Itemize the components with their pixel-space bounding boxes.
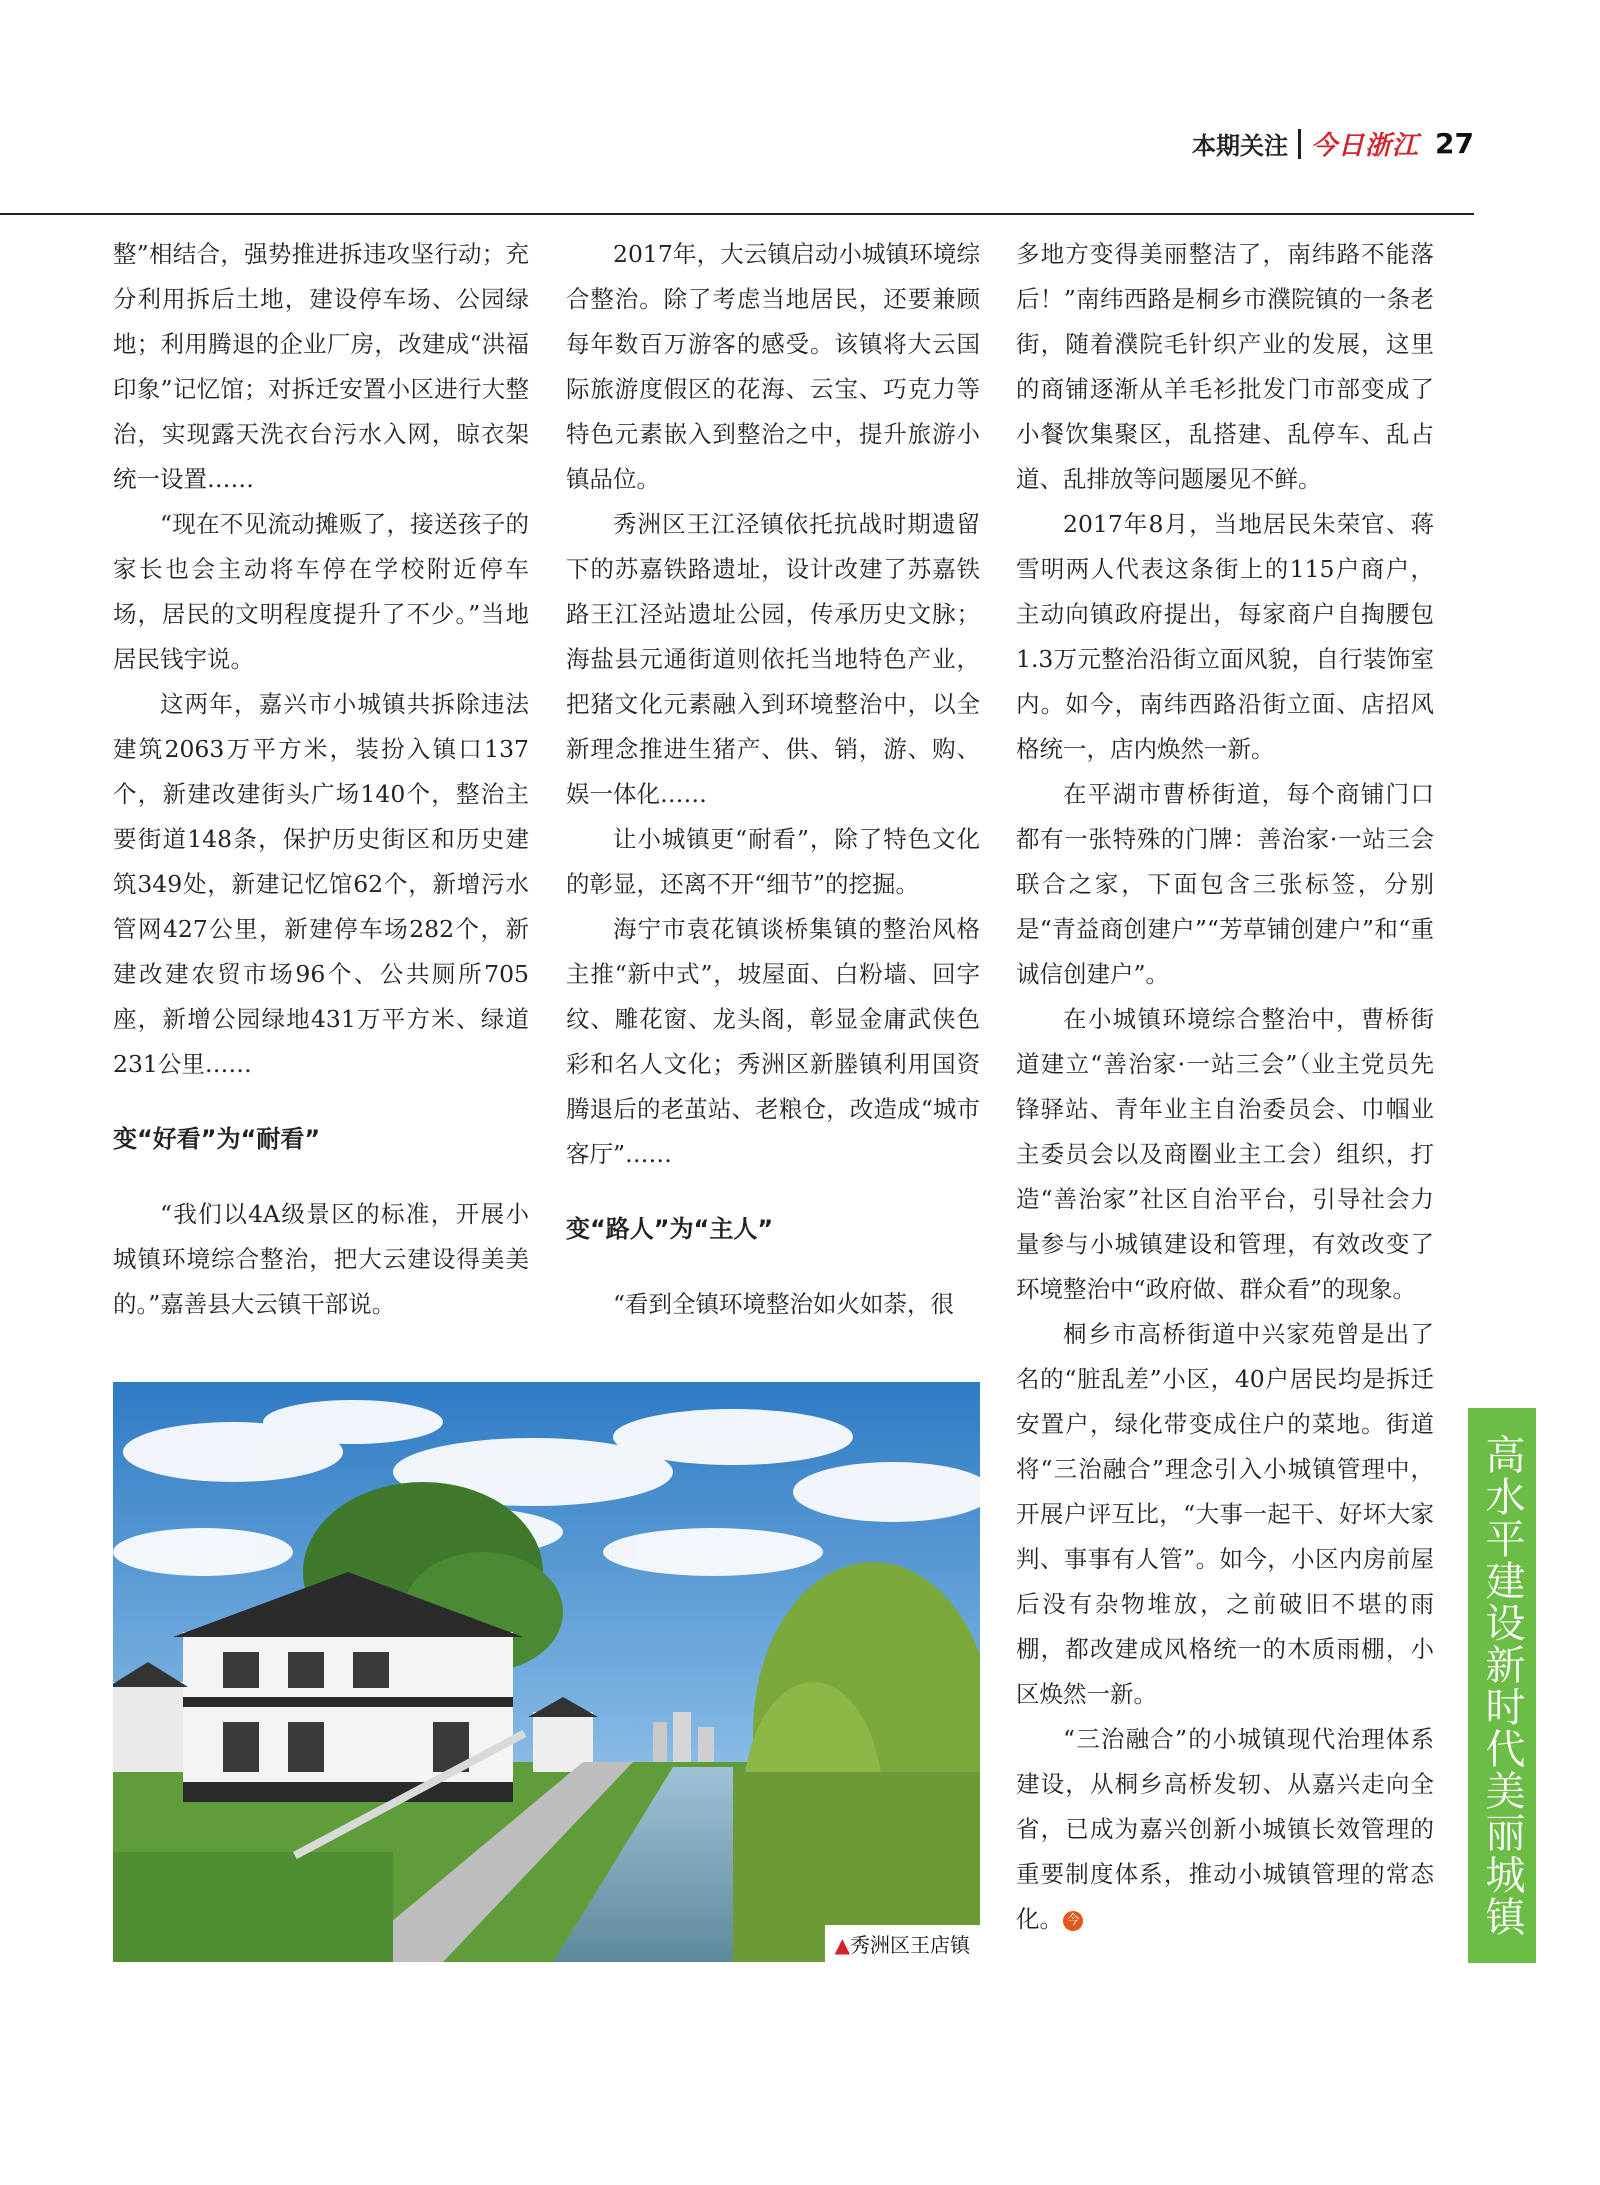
paragraph: 桐乡市高桥街道中兴家苑曾是出了名的“脏乱差”小区，40户居民均是拆迁安置户，绿化带变成住户的菜地。街道将“三治融合”理念引入小城镇管理中，开展户评互比，“大事一起干、好坏大家判、事事有人管”。如今，小区内房前屋后没有杂物堆放，之前破旧不堪的雨棚，都改建成风格统一的木质雨棚，小区焕然一新。 [1016,1320,1434,1708]
paragraph: 让小城镇更“耐看”，除了特色文化的彰显，还离不开“细节”的挖掘。 [566,825,980,898]
foreground-grass [113,1852,393,1962]
end-mark-icon: 今 [1063,1911,1083,1931]
paragraph: 在小城镇环境综合整治中，曹桥街道建立“善治家·一站三会”（业主党员先锋驿站、青年业主自治委员会、巾帼业主委员会以及商圈业主工会）组织，打造“善治家”社区自治平台，引导社会力量参与小城镇建设和管理，有效改变了环境整治中“政府做、群众看”的现象。 [1016,1005,1434,1303]
page-header [1192,125,1474,162]
paragraph: 整”相结合，强势推进拆违攻坚行动；充分利用拆后土地，建设停车场、公园绿地；利用腾退的企业厂房，改建成“洪福印象”记忆馆；对拆迁安置小区进行大整治，实现露天洗衣台污水入网，晾衣架统一设置…… [113,240,529,493]
paragraph: 这两年，嘉兴市小城镇共拆除违法建筑2063万平方米，装扮入镇口137个，新建改建街头广场140个，整治主要街道148条，保护历史街区和历史建筑349处，新建记忆馆62个，新增污水管网427公里，新建停车场282个，新建改建农贸市场96个、公共厕所705座，新增公园绿地431万平方米、绿道231公里…… [113,690,529,1078]
magazine-logo: 今日浙江 [1311,131,1420,161]
triangle-marker-icon: ▲ [834,1933,850,1957]
paragraph: 秀洲区王江泾镇依托抗战时期遗留下的苏嘉铁路遗址，设计改建了苏嘉铁路王江泾站遗址公园，传承历史文脉；海盐县元通街道则依托当地特色产业，把猪文化元素融入到环境整治中，以全新理念推进生猪产、供、销，游、购、娱一体化…… [566,510,980,808]
town-photo [113,1382,980,1962]
article-column-3 [1016,232,1434,1942]
photo-illustration [113,1382,980,1962]
section-subheading: 变“好看”为“耐看” [113,1125,321,1153]
section-side-tab [1468,1408,1536,1963]
photo-caption [825,1925,980,1962]
paragraph: “看到全镇环境整治如火如荼，很 [613,1290,955,1318]
paragraph: “我们以4A级景区的标准，开展小城镇环境综合整治，把大云建设得美美的。”嘉善县大云镇干部说。 [113,1200,529,1318]
section-subheading: 变“路人”为“主人” [566,1215,774,1243]
article-column-1 [113,232,529,1327]
side-tab-label: 高水平建设新时代美丽城镇 [1479,1433,1525,1938]
paragraph [1016,1717,1434,1942]
paragraph: 多地方变得美丽整洁了，南纬路不能落后！”南纬西路是桐乡市濮院镇的一条老街，随着濮院毛针织产业的发展，这里的商铺逐渐从羊毛衫批发门市部变成了小餐饮集聚区，乱搭建、乱停车、乱占道、乱排放等问题屡见不鲜。 [1016,240,1434,493]
paragraph: 2017年，大云镇启动小城镇环境综合整治。除了考虑当地居民，还要兼顾每年数百万游客的感受。该镇将大云国际旅游度假区的花海、云宝、巧克力等特色元素嵌入到整治之中，提升旅游小镇品位。 [566,240,980,493]
paragraph: 2017年8月，当地居民朱荣官、蒋雪明两人代表这条街上的115户商户，主动向镇政府提出，每家商户自掏腰包1.3万元整治沿街立面风貌，自行装饰室内。如今，南纬西路沿街立面、店招风格统一，店内焕然一新。 [1016,510,1434,763]
paragraph: “现在不见流动摊贩了，接送孩子的家长也会主动将车停在学校附近停车场，居民的文明程度提升了不少。”当地居民钱宇说。 [113,510,529,673]
header-rule [0,213,1474,215]
caption-text: 秀洲区王店镇 [850,1933,970,1957]
paragraph: 海宁市袁花镇谈桥集镇的整治风格主推“新中式”，坡屋面、白粉墙、回字纹、雕花窗、龙头阁，彰显金庸武侠色彩和名人文化；秀洲区新塍镇利用国资腾退后的老茧站、老粮仓，改造成“城市客厅”…… [566,915,980,1168]
page-number: 27 [1435,127,1474,160]
article-column-2 [566,232,980,1327]
header-divider [1298,129,1301,159]
section-label: 本期关注 [1192,132,1289,160]
paragraph: 在平湖市曹桥街道，每个商铺门口都有一张特殊的门牌：善治家·一站三会联合之家，下面包含三张标签，分别是“青益商创建户”“芳草铺创建户”和“重诚信创建户”。 [1016,780,1434,988]
paragraph-text: “三治融合”的小城镇现代治理体系建设，从桐乡高桥发轫、从嘉兴走向全省，已成为嘉兴创新小城镇长效管理的重要制度体系，推动小城镇管理的常态化。 [1016,1725,1434,1933]
